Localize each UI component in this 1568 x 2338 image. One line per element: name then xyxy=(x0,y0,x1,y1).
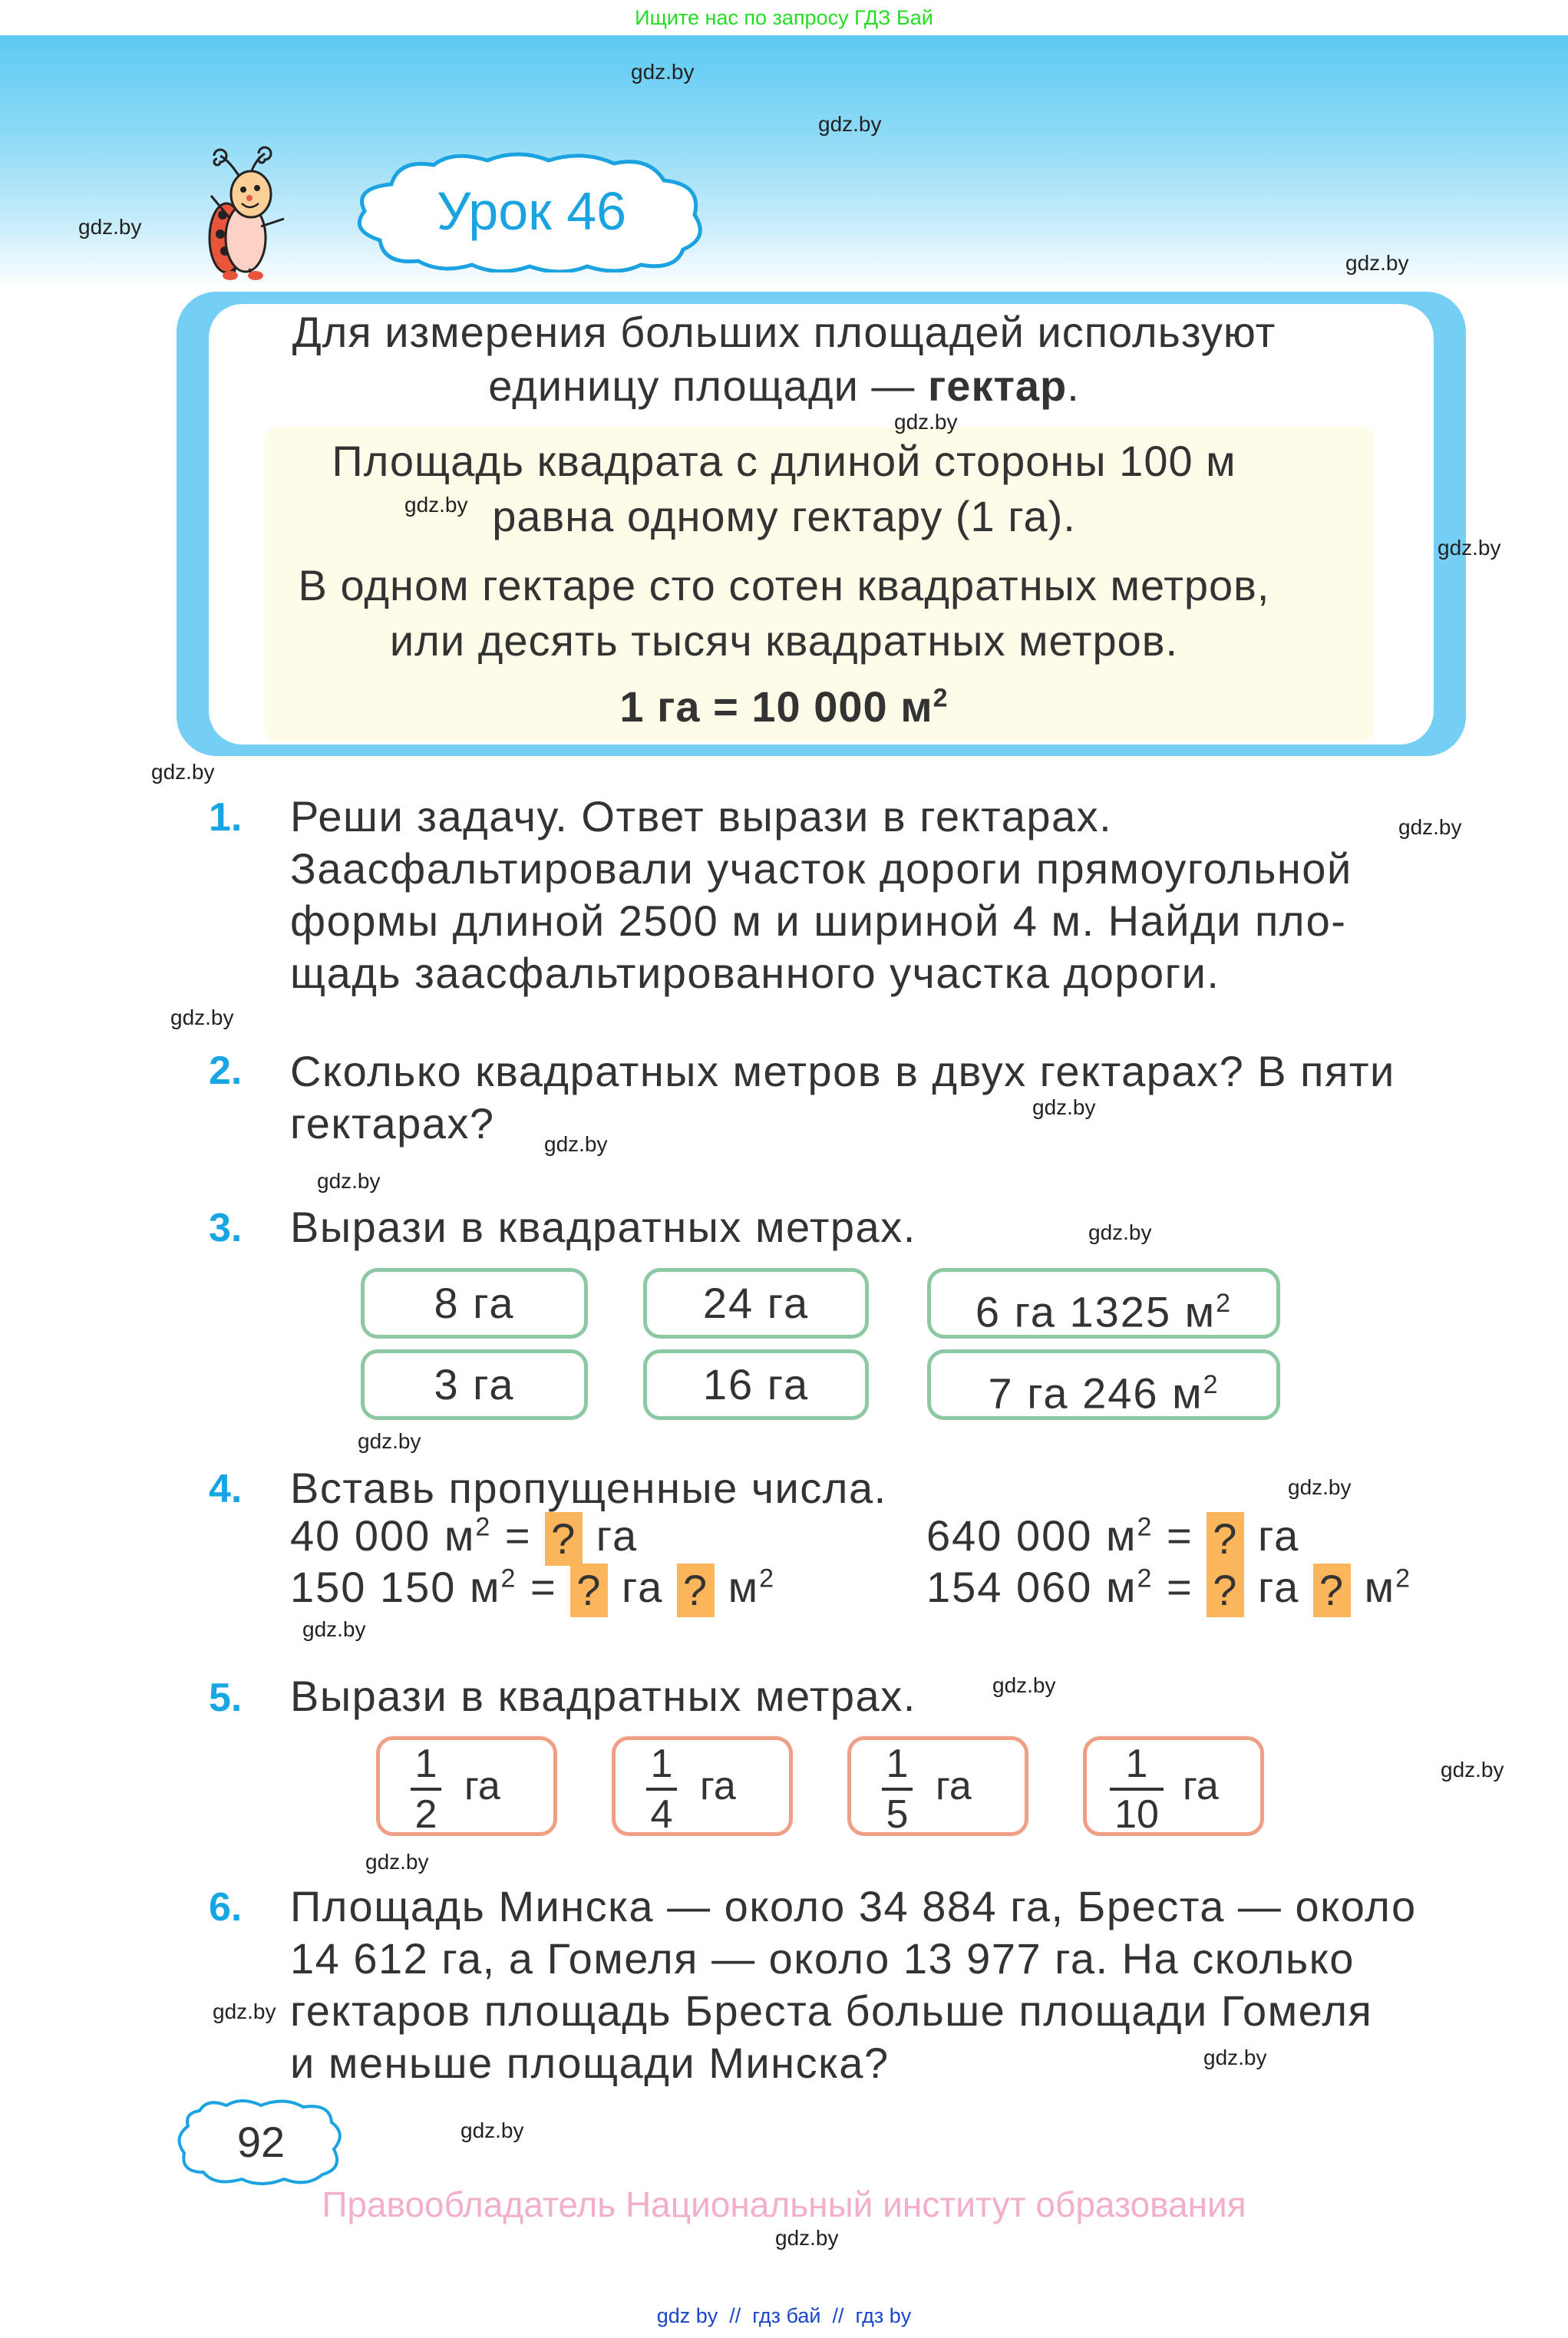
task-3-item: 8 га xyxy=(361,1268,588,1339)
task-4-equation: 640 000 $м^2$ = ? га xyxy=(926,1511,1299,1566)
answer-blank[interactable]: ? xyxy=(570,1564,608,1617)
task-4-equation: 150 150 $м^2$ = ? га ? $м^2$ xyxy=(290,1562,775,1617)
copyright-notice: Правообладатель Национальный институт образования xyxy=(322,2184,1246,2224)
watermark: gdz.by xyxy=(1398,815,1462,839)
watermark: gdz.by xyxy=(317,1169,381,1193)
task-5-item: 1 2 га xyxy=(376,1736,557,1836)
rule-formula: 1 га = 10 000 $м^2$ xyxy=(619,682,949,731)
task-5-item: 1 4 га xyxy=(612,1736,793,1836)
answer-blank[interactable]: ? xyxy=(1207,1564,1244,1617)
task-4-text: Вставь пропущенные числа. xyxy=(290,1464,887,1512)
task-1-text: Реши задачу. Ответ вырази в гектарах. Заасфальтировали участок дороги прямоугольной формы длиной 2500 м и шириной 4 м. Найди пло- щадь заасфальтированного участка дороги. xyxy=(290,792,1352,997)
rule-definition-line-2: равна одному гектару (1 га). xyxy=(492,492,1076,540)
rule-text-line-2: единицу площади — гектар. xyxy=(488,362,1080,410)
rule-text-line-1: Для измерения больших площадей используют xyxy=(292,308,1276,356)
task-4-equation: 154 060 $м^2$ = ? га ? $м^2$ xyxy=(926,1562,1411,1617)
fraction: 1 5 xyxy=(882,1743,913,1835)
watermark: gdz.by xyxy=(302,1617,366,1641)
task-3-item: 16 га xyxy=(643,1349,869,1420)
watermark: gdz.by xyxy=(213,2000,276,2023)
answer-blank[interactable]: ? xyxy=(545,1512,583,1566)
top-banner[interactable]: Ищите нас по запросу ГДЗ Бай xyxy=(635,6,933,29)
task-5-item: 1 5 га xyxy=(847,1736,1028,1836)
rule-definition-line-3: В одном гектаре сто сотен квадратных метров, xyxy=(298,561,1270,609)
task-5-number: 5. xyxy=(209,1676,243,1720)
watermark: gdz.by xyxy=(1032,1095,1096,1119)
watermark: gdz.by xyxy=(1441,1758,1504,1782)
fraction: 1 10 xyxy=(1110,1743,1164,1835)
watermark: gdz.by xyxy=(365,1850,429,1874)
task-3-item: 6 га 1325 $м^2$ xyxy=(927,1268,1280,1339)
task-6-number: 6. xyxy=(209,1885,243,1930)
watermark: gdz.by xyxy=(1088,1220,1152,1244)
fraction: 1 2 xyxy=(411,1743,441,1835)
watermark: gdz.by xyxy=(631,60,695,84)
task-3-text: Вырази в квадратных метрах. xyxy=(290,1203,916,1251)
watermark: gdz.by xyxy=(170,1006,234,1029)
task-1-number: 1. xyxy=(209,795,243,840)
task-6-text: Площадь Минска — около 34 884 га, Бреста — около 14 612 га, а Гомеля — около 13 977 га. На сколько гектаров площадь Бреста больше площади Гомеля и меньше площади Минска? xyxy=(290,1882,1417,2087)
lesson-title-cloud xyxy=(345,150,718,272)
watermark: gdz.by xyxy=(151,760,215,784)
watermark: gdz.by xyxy=(1438,536,1501,560)
answer-blank[interactable]: ? xyxy=(1313,1564,1351,1617)
task-4-equation: 40 000 $м^2$ = ? га xyxy=(290,1511,638,1566)
watermark: gdz.by xyxy=(1345,251,1409,275)
task-3-number: 3. xyxy=(209,1206,243,1250)
watermark: gdz.by xyxy=(404,493,468,517)
task-5-item: 1 10 га xyxy=(1083,1736,1264,1836)
rule-definition-line-1: Площадь квадрата с длиной стороны 100 м xyxy=(332,437,1236,485)
ladybug-mascot-icon xyxy=(188,142,303,280)
task-4-number: 4. xyxy=(209,1467,243,1511)
watermark: gdz.by xyxy=(358,1429,421,1453)
watermark: gdz.by xyxy=(894,410,958,434)
rule-definition-line-4: или десять тысяч квадратных метров. xyxy=(389,616,1179,665)
task-2-number: 2. xyxy=(209,1048,243,1093)
task-3-item: 7 га 246 $м^2$ xyxy=(927,1349,1280,1420)
fraction: 1 4 xyxy=(646,1743,677,1835)
page-number: 92 xyxy=(236,2118,286,2166)
answer-blank[interactable]: ? xyxy=(677,1564,715,1617)
task-3-item: 24 га xyxy=(643,1268,869,1339)
term-hectare: гектар xyxy=(927,362,1068,410)
task-3-item: 3 га xyxy=(361,1349,588,1420)
watermark: gdz.by xyxy=(818,112,882,136)
task-5-text: Вырази в квадратных метрах. xyxy=(290,1672,916,1720)
watermark: gdz.by xyxy=(1203,2046,1267,2069)
watermark: gdz.by xyxy=(460,2118,524,2142)
footer-links[interactable]: gdz by // гдз бай // гдз by xyxy=(656,2304,912,2327)
watermark: gdz.by xyxy=(78,215,142,239)
watermark: gdz.by xyxy=(992,1673,1056,1697)
lesson-title: Урок 46 xyxy=(436,181,627,241)
watermark: gdz.by xyxy=(775,2226,839,2250)
task-2-text: Сколько квадратных метров в двух гектарах? В пяти гектарах? xyxy=(290,1047,1395,1148)
watermark: gdz.by xyxy=(544,1132,608,1156)
page-number-cloud xyxy=(169,2099,353,2185)
watermark: gdz.by xyxy=(1288,1475,1352,1499)
answer-blank[interactable]: ? xyxy=(1207,1512,1244,1566)
